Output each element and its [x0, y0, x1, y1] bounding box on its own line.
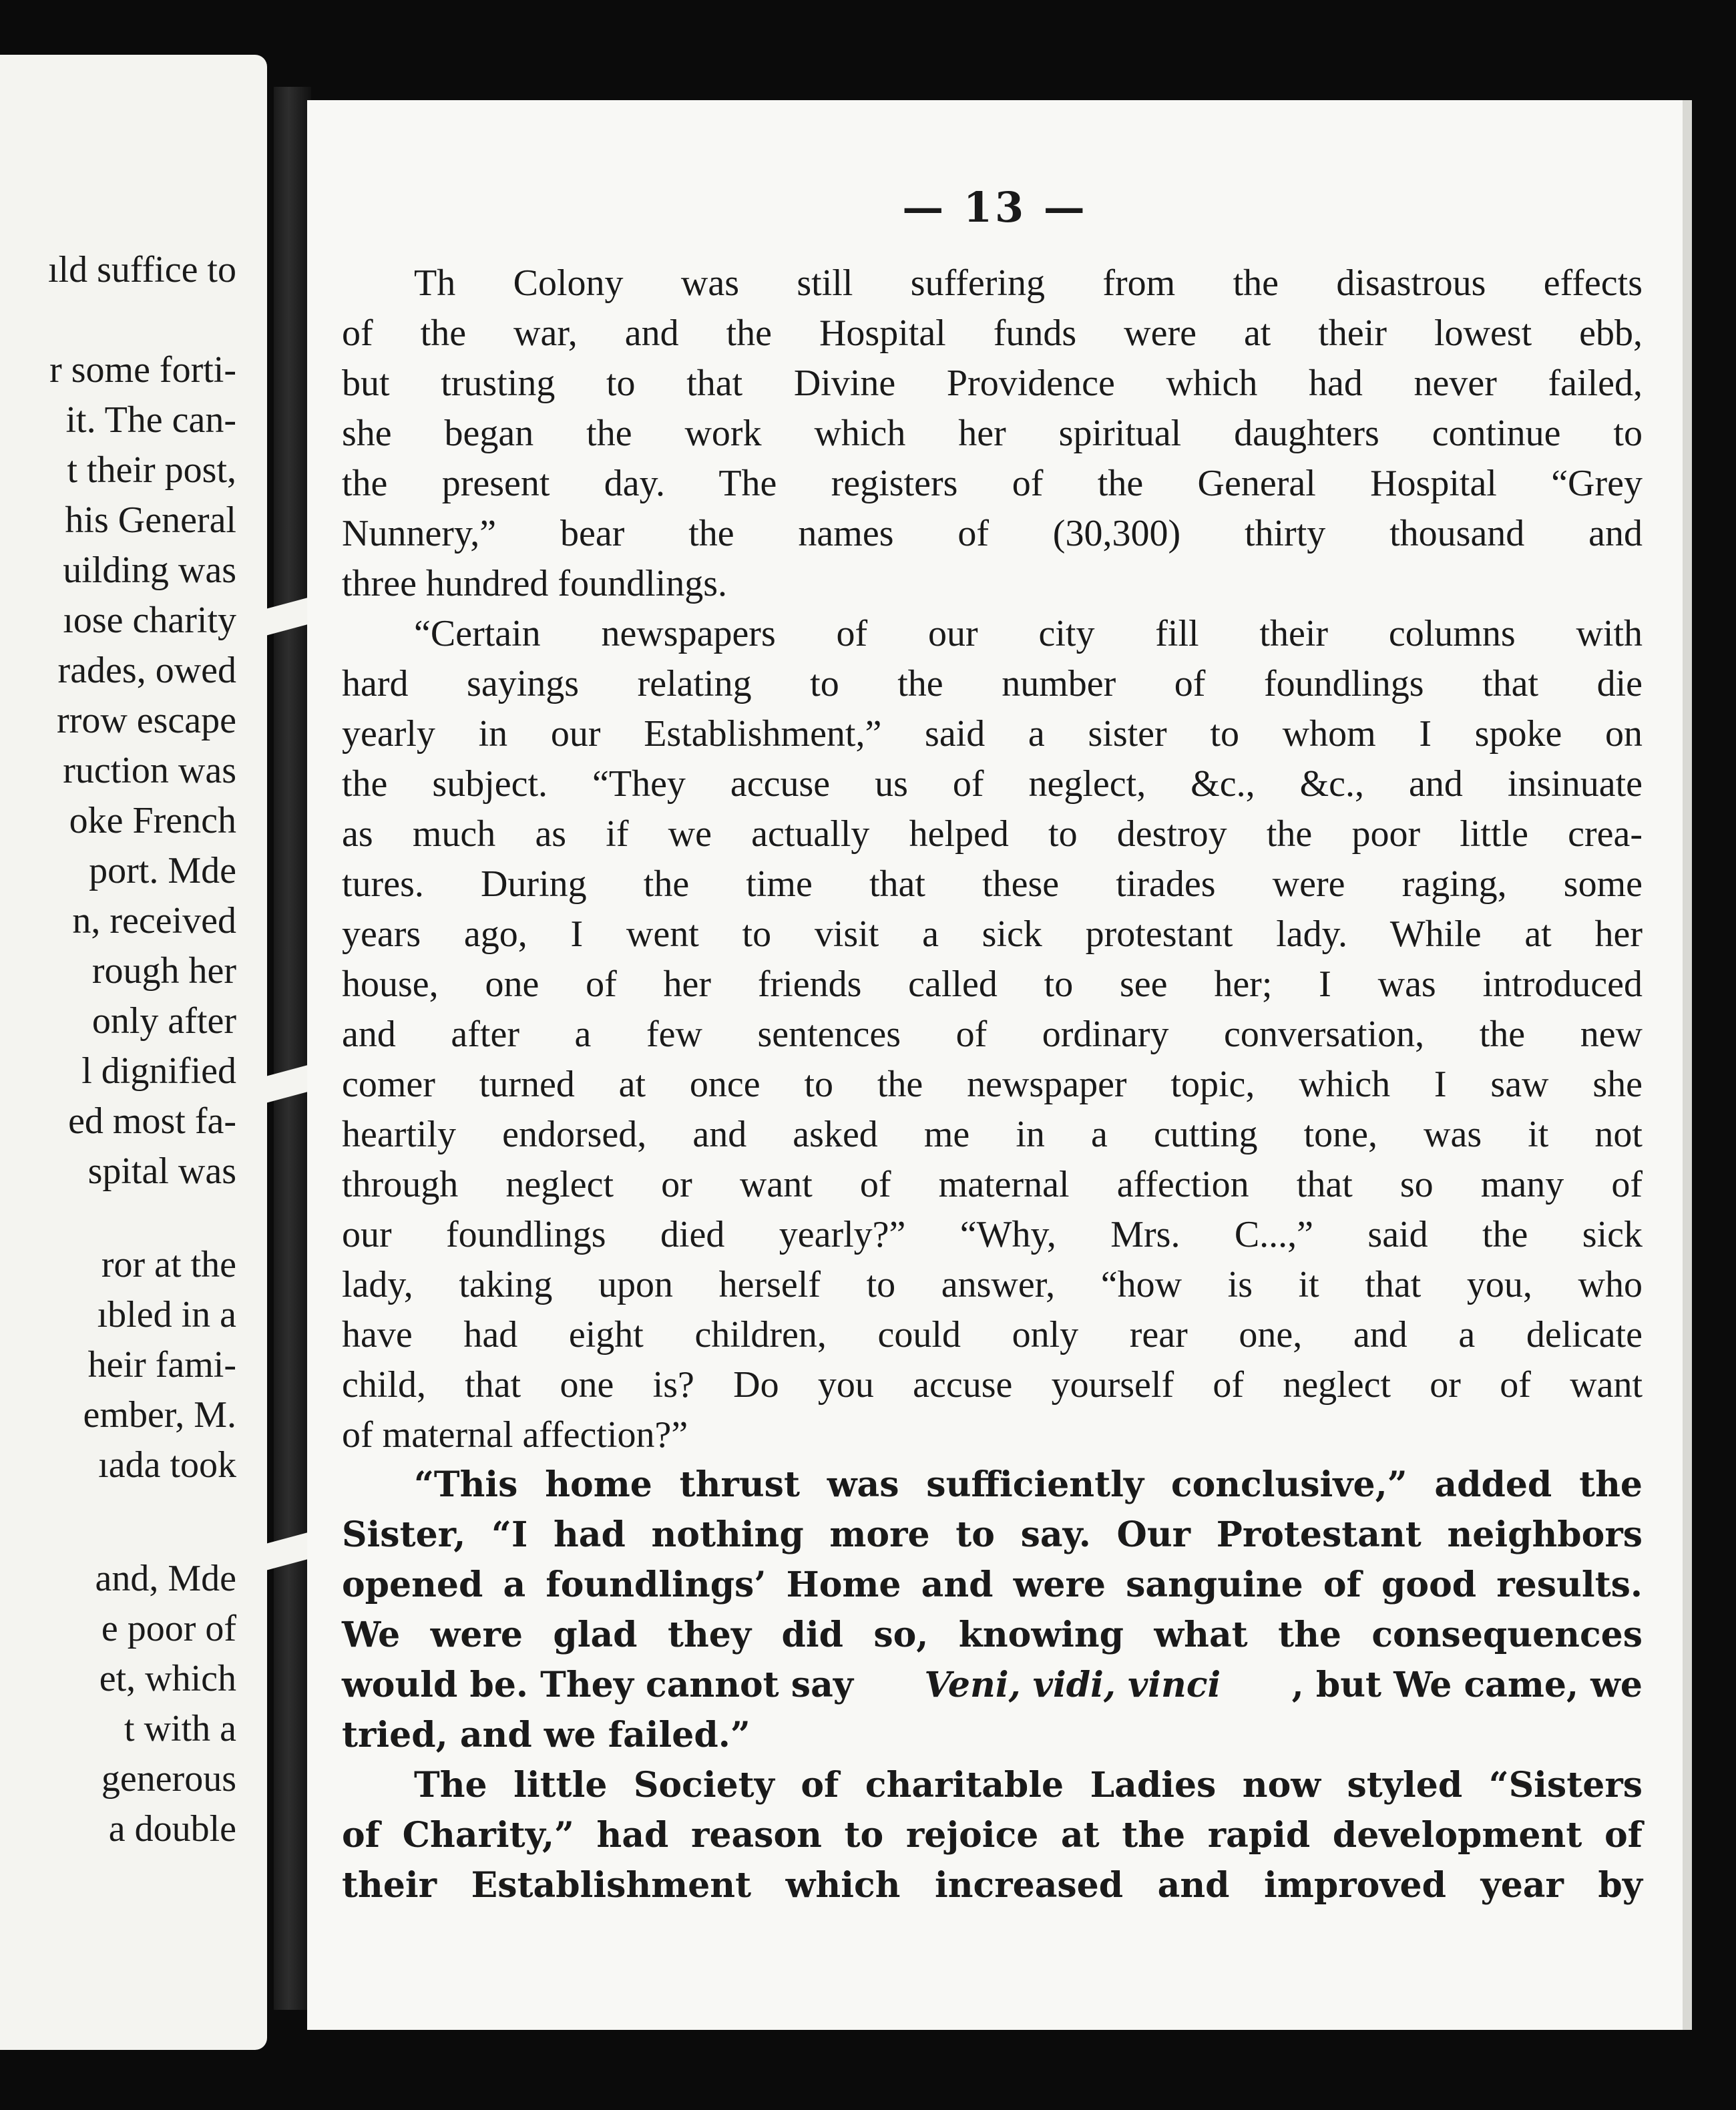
text-line: our foundlings died yearly?” “Why, Mrs. C...,” said the sick	[342, 1214, 1643, 1255]
text-line: “This home thrust was sufficiently conclusive,” added the	[414, 1464, 1643, 1505]
left-line: rades, owed	[57, 650, 236, 691]
text-line: of the war, and the Hospital funds were at their lowest ebb,	[342, 312, 1643, 354]
text-line: yearly in our Establishment,” said a sister to whom I spoke on	[342, 713, 1643, 755]
book-page	[307, 100, 1683, 2030]
left-line: et, which	[99, 1658, 236, 1699]
left-line: ed most fa-	[68, 1100, 236, 1142]
left-line: l dignified	[81, 1050, 236, 1092]
text-line: years ago, I went to visit a sick protestant lady. While at her	[342, 913, 1643, 955]
text-line: but trusting to that Divine Providence which had never failed,	[342, 363, 1643, 404]
text-line: child, that one is? Do you accuse yourself of neglect or of want	[342, 1364, 1643, 1406]
left-line: e poor of	[101, 1608, 236, 1649]
left-line: oke French	[69, 800, 236, 841]
left-line: his General	[65, 499, 236, 541]
left-line: ruction was	[63, 750, 236, 791]
text-line: the present day. The registers of the General Hospital “Grey	[342, 463, 1643, 504]
latin-phrase: Veni, vidi, vinci	[924, 1665, 1221, 1705]
text-line	[342, 1661, 1643, 1709]
text-line: The little Society of charitable Ladies now styled “Sisters	[414, 1765, 1643, 1806]
text-line: tried, and we failed.”	[342, 1715, 750, 1755]
left-line: it. The can-	[65, 399, 236, 441]
left-line: r some forti-	[49, 349, 236, 391]
text-line: Nunnery,” bear the names of (30,300) thirty thousand and	[342, 513, 1643, 554]
left-line: and, Mde	[95, 1558, 236, 1599]
page-edge-shadow	[1683, 100, 1692, 2030]
text-line: comer turned at once to the newspaper topic, which I saw she	[342, 1064, 1643, 1105]
text-line: three hundred foundlings.	[342, 563, 727, 604]
left-line: ıld suffice to	[47, 249, 236, 290]
left-line: ember, M.	[83, 1394, 236, 1436]
text-line: Sister, “I had nothing more to say. Our Protestant neighbors	[342, 1514, 1643, 1555]
page-number: — 13 —	[902, 183, 1088, 232]
left-line: ıbled in a	[97, 1294, 236, 1335]
text-line: the subject. “They accuse us of neglect, &c., &c., and insinuate	[342, 763, 1643, 805]
text-line: she began the work which her spiritual daughters continue to	[342, 413, 1643, 454]
left-line: ıada took	[98, 1444, 236, 1486]
text-line: of Charity,” had reason to rejoice at the rapid development of	[342, 1815, 1643, 1856]
text-line: of maternal affection?”	[342, 1414, 688, 1456]
left-line: spital was	[87, 1150, 236, 1192]
text-line: tures. During the time that these tirades were raging, some	[342, 863, 1643, 905]
left-line: uilding was	[63, 550, 236, 591]
left-line: rrow escape	[57, 700, 236, 741]
left-line: t their post,	[67, 449, 236, 491]
left-line: n, received	[72, 900, 236, 941]
left-line: only after	[91, 1000, 236, 1042]
text-line: their Establishment which increased and improved year by	[342, 1865, 1643, 1906]
text-run: , but We came, we	[1291, 1665, 1643, 1705]
left-line: generous	[101, 1758, 236, 1800]
text-line: heartily endorsed, and asked me in a cutting tone, was it not	[342, 1114, 1643, 1155]
left-line: ıose charity	[63, 600, 236, 641]
text-line: lady, taking upon herself to answer, “how is it that you, who	[342, 1264, 1643, 1305]
text-line: and after a few sentences of ordinary conversation, the new	[342, 1014, 1643, 1055]
previous-page-fragment	[0, 55, 267, 2050]
text-line: Th Colony was still suffering from the disastrous effects	[414, 262, 1643, 304]
left-line: heir fami-	[87, 1344, 236, 1386]
left-line: t with a	[124, 1708, 236, 1749]
left-line: ror at the	[101, 1244, 236, 1285]
text-line: hard sayings relating to the number of foundlings that die	[342, 663, 1643, 704]
text-line: as much as if we actually helped to destroy the poor little crea-	[342, 813, 1643, 855]
text-line: opened a foundlings’ Home and were sanguine of good results.	[342, 1564, 1643, 1605]
left-line: port. Mde	[89, 850, 236, 891]
text-line: house, one of her friends called to see her; I was introduced	[342, 964, 1643, 1005]
text-line: “Certain newspapers of our city fill their columns with	[414, 613, 1643, 654]
text-line: through neglect or want of maternal affection that so many of	[342, 1164, 1643, 1205]
left-line: a double	[108, 1808, 236, 1850]
text-line: have had eight children, could only rear one, and a delicate	[342, 1314, 1643, 1355]
left-line: rough her	[91, 950, 236, 992]
book-gutter	[274, 87, 311, 2010]
text-line: We were glad they did so, knowing what the consequences	[342, 1615, 1643, 1655]
text-run: would be. They cannot say	[342, 1665, 853, 1705]
